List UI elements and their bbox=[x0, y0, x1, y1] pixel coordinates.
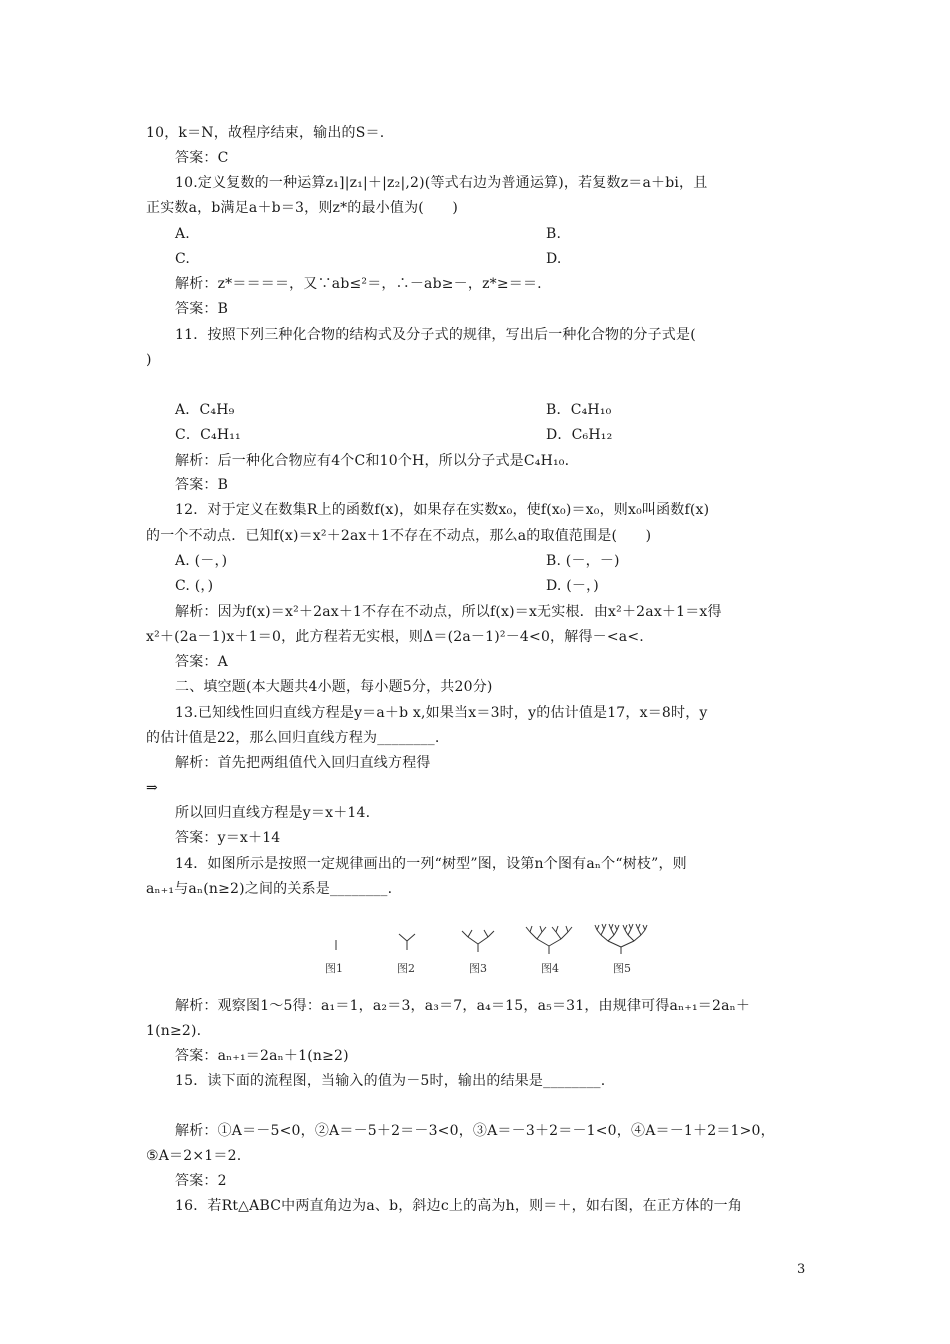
option-d: D. (－，) bbox=[546, 578, 599, 594]
line-38: 1(n≥2). bbox=[146, 1023, 202, 1039]
line-37: 解析：观察图1～5得：a₁＝1，a₂＝3，a₃＝7，a₄＝15，a₅＝31，由规律可得aₙ₊₁＝2aₙ＋ bbox=[175, 998, 751, 1014]
line-3: 10.定义复数的一种运算z₁]|z₁|＋|z₂|,2)(等式右边为普通运算)，若复数z＝a＋bi，且 bbox=[175, 175, 708, 191]
line-29: 13.已知线性回归直线方程是y＝a＋b x,如果当x＝3时，y的估计值是17，x＝8时，y bbox=[175, 705, 708, 721]
line-33: 所以回归直线方程是y＝x＋14. bbox=[175, 805, 371, 821]
figure-label-1: 图1 bbox=[325, 962, 343, 975]
line-12: ) bbox=[146, 352, 152, 368]
line-34: 答案：y＝x＋14 bbox=[175, 830, 281, 846]
option-a: A. bbox=[175, 226, 190, 242]
line-1: 10，k＝N，故程序结束，输出的S＝. bbox=[146, 125, 385, 141]
line-11: 11．按照下列三种化合物的结构式及分子式的规律，写出后一种化合物的分子式是( bbox=[175, 327, 696, 343]
line-32: ⇒ bbox=[146, 780, 158, 796]
figure-label-3: 图3 bbox=[469, 962, 487, 975]
line-35: 14．如图所示是按照一定规律画出的一列“树型”图，设第n个图有aₙ个“树枝”，则 bbox=[175, 856, 687, 872]
line-40: 15．读下面的流程图，当输入的值为－5时，输出的结果是________. bbox=[175, 1073, 606, 1089]
line-4: 正实数a，b满足a＋b＝3，则z*的最小值为( ) bbox=[146, 200, 459, 216]
option-c: C. (，) bbox=[175, 578, 214, 594]
option-c: C. bbox=[175, 251, 191, 267]
figure-label-4: 图4 bbox=[541, 962, 559, 975]
option-c: C．C₄H₁₁ bbox=[175, 427, 241, 443]
line-25: 解析：因为f(x)＝x²＋2ax＋1不存在不动点，所以f(x)＝x无实根．由x²＋2ax＋1＝x得 bbox=[175, 604, 722, 620]
line-19: 12．对于定义在数集R上的函数f(x)，如果存在实数x₀，使f(x₀)＝x₀，则x₀叫函数f(x) bbox=[175, 502, 710, 518]
line-18: 答案：B bbox=[175, 477, 229, 493]
section-heading: 二、填空题(本大题共4小题，每小题5分，共20分) bbox=[175, 679, 493, 695]
line-44: 16．若Rt△ABC中两直角边为a、b，斜边c上的高为h，则＝＋，如右图，在正方体的一角 bbox=[175, 1198, 743, 1214]
line-17: 解析：后一种化合物应有4个C和10个H，所以分子式是C₄H₁₀. bbox=[175, 453, 570, 469]
line-26: x²＋(2a－1)x＋1＝0，此方程若无实根，则Δ＝(2a－1)²－4<0，解得－<a<. bbox=[146, 629, 644, 645]
option-a: A．C₄H₉ bbox=[175, 402, 235, 418]
line-10: 答案：B bbox=[175, 301, 229, 317]
tree-figure-4 bbox=[526, 926, 572, 954]
line-31: 解析：首先把两组值代入回归直线方程得 bbox=[175, 755, 431, 771]
option-b: B．C₄H₁₀ bbox=[546, 402, 612, 418]
option-a: A. (－，) bbox=[175, 553, 228, 569]
option-d: D. bbox=[546, 251, 562, 267]
line-39: 答案：aₙ₊₁＝2aₙ＋1(n≥2) bbox=[175, 1048, 349, 1064]
line-20: 的一个不动点．已知f(x)＝x²＋2ax＋1不存在不动点，那么a的取值范围是( ) bbox=[146, 528, 652, 544]
figure-label-5: 图5 bbox=[613, 962, 631, 975]
line-43: 答案：2 bbox=[175, 1173, 227, 1189]
tree-figures bbox=[320, 910, 665, 980]
line-41: 解析：①A＝－5<0，②A＝－5＋2＝－3<0，③A＝－3＋2＝－1<0，④A＝－1＋2＝1>0， bbox=[175, 1123, 775, 1139]
page-number: 3 bbox=[797, 1262, 806, 1277]
line-27: 答案：A bbox=[175, 654, 228, 670]
tree-figure-3 bbox=[462, 930, 494, 952]
tree-figure-5 bbox=[595, 924, 647, 954]
figure-label-2: 图2 bbox=[397, 962, 415, 975]
option-b: B. bbox=[546, 226, 562, 242]
line-9: 解析：z*＝＝＝＝，又∵ab≤²＝，∴－ab≥－，z*≥＝＝. bbox=[175, 276, 542, 292]
tree-figure-2 bbox=[399, 934, 415, 950]
line-36: aₙ₊₁与aₙ(n≥2)之间的关系是________. bbox=[146, 881, 393, 897]
line-30: 的估计值是22，那么回归直线方程为________. bbox=[146, 730, 440, 746]
line-2: 答案：C bbox=[175, 150, 229, 166]
line-42: ⑤A＝2×1＝2. bbox=[146, 1148, 242, 1164]
option-b: B. (－，－) bbox=[546, 553, 620, 569]
option-d: D．C₆H₁₂ bbox=[546, 427, 613, 443]
